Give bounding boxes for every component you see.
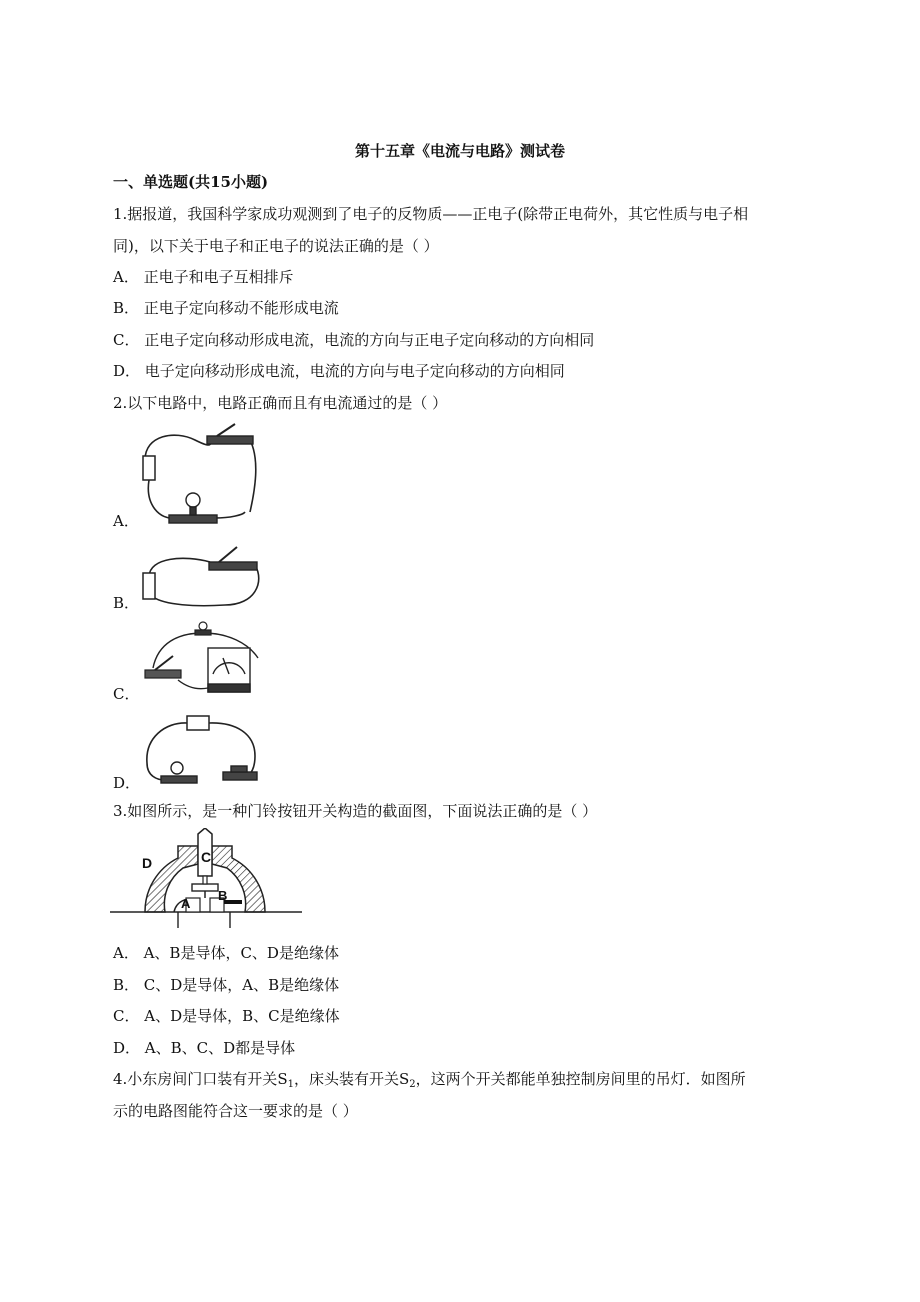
q2-option-d-label: D． bbox=[113, 774, 141, 792]
q3-option-d: D． A、B、C、D都是导体 bbox=[113, 1039, 296, 1057]
q4-stem-line2: 示的电路图能符合这一要求的是（ ） bbox=[113, 1102, 358, 1120]
q3-option-b: B． C、D是导体，A、B是绝缘体 bbox=[113, 976, 340, 994]
q1-stem-line1: 1.据报道，我国科学家成功观测到了电子的反物质——正电子(除带正电荷外，其它性质与电子相 bbox=[113, 205, 749, 223]
figure-label-c: C bbox=[201, 849, 212, 865]
q1-option-b: B． 正电子定向移动不能形成电流 bbox=[113, 299, 339, 317]
q3-doorbell-switch-figure bbox=[110, 828, 305, 933]
q4-switch1-subscript: 1 bbox=[287, 1079, 294, 1090]
q3-option-c: C． A、D是导体，B、C是绝缘体 bbox=[113, 1007, 340, 1025]
q4-stem-line1 bbox=[113, 1069, 746, 1095]
q4-stem-part3: ，这两个开关都能单独控制房间里的吊灯．如图所 bbox=[415, 1070, 746, 1088]
q4-stem-part2: ，床头装有开关S bbox=[293, 1070, 410, 1088]
q4-stem-part1: 4.小东房间门口装有开关S bbox=[113, 1070, 288, 1088]
section-heading: 一、单选题(共15小题) bbox=[113, 173, 269, 191]
q3-stem: 3.如图所示，是一种门铃按钮开关构造的截面图，下面说法正确的是（ ） bbox=[113, 802, 598, 820]
q2-circuit-c-figure bbox=[133, 618, 283, 700]
q1-option-a: A． 正电子和电子互相排斥 bbox=[113, 268, 294, 286]
q2-stem: 2.以下电路中，电路正确而且有电流通过的是（ ） bbox=[113, 394, 448, 412]
figure-label-b: B bbox=[218, 888, 228, 903]
q2-option-a-label: A． bbox=[113, 512, 139, 530]
page-title: 第十五章《电流与电路》测试卷 bbox=[354, 142, 565, 160]
q3-option-a: A． A、B是导体，C、D是绝缘体 bbox=[113, 944, 339, 962]
q2-option-c-label: C． bbox=[113, 685, 140, 703]
q1-option-d: D． 电子定向移动形成电流，电流的方向与电子定向移动的方向相同 bbox=[113, 362, 565, 380]
q4-switch2-subscript: 2 bbox=[409, 1079, 416, 1090]
q2-circuit-b-figure bbox=[135, 537, 265, 612]
q1-option-c: C． 正电子定向移动形成电流，电流的方向与正电子定向移动的方向相同 bbox=[113, 331, 595, 349]
q1-stem-line2: 同)，以下关于电子和正电子的说法正确的是（ ） bbox=[113, 237, 439, 255]
q2-circuit-d-figure bbox=[135, 708, 265, 790]
figure-label-a: A bbox=[181, 896, 191, 911]
q2-circuit-a-figure bbox=[135, 420, 265, 530]
figure-label-d: D bbox=[142, 855, 153, 871]
q2-option-b-label: B． bbox=[113, 594, 140, 612]
